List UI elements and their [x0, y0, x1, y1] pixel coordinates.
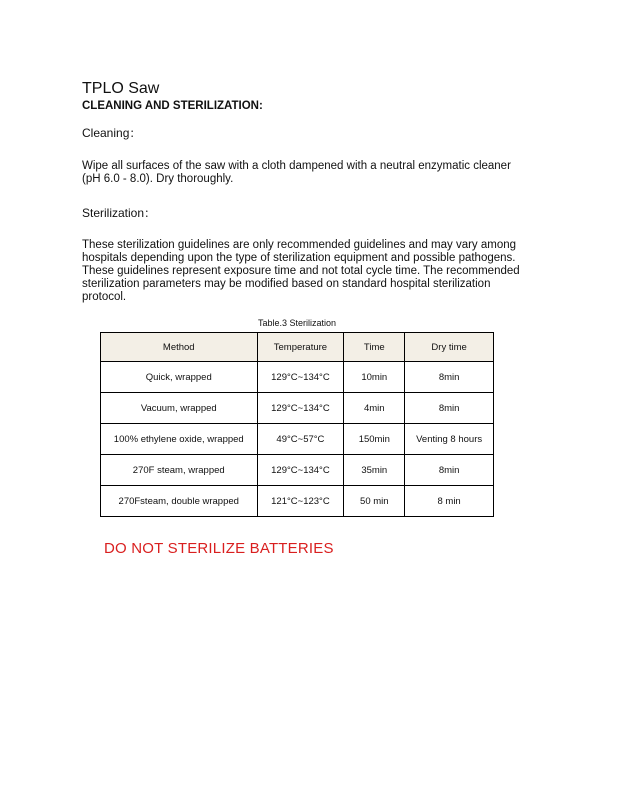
sterilization-table-block [100, 318, 494, 517]
cleaning-label: Cleaning： [82, 126, 142, 140]
header-method: Method [101, 333, 258, 362]
sterilization-label: Sterilization： [82, 206, 157, 220]
sterilization-paragraph: These sterilization guidelines are only recommended guidelines and may vary among hospitals depending upon the type of sterilization equipment and possible pathogens. These guidelines represent exposure time and not total cycle time. The recommended sterilization parameters may be modified based on standard hospital sterilization protocol. [82, 239, 520, 303]
cell-dry-time: Venting 8 hours [405, 424, 494, 455]
table-row [101, 362, 494, 393]
header-temperature: Temperature [257, 333, 344, 362]
battery-warning: DO NOT STERILIZE BATTERIES [104, 540, 334, 557]
header-time: Time [344, 333, 405, 362]
cell-method: 270Fsteam, double wrapped [101, 486, 258, 517]
cell-dry-time: 8 min [405, 486, 494, 517]
cell-method: 100% ethylene oxide, wrapped [101, 424, 258, 455]
cell-time: 4min [344, 393, 405, 424]
cell-dry-time: 8min [405, 393, 494, 424]
table-caption: Table.3 Sterilization [257, 318, 337, 328]
header-dry-time: Dry time [405, 333, 494, 362]
table-header-row [101, 333, 494, 362]
cell-time: 150min [344, 424, 405, 455]
table-row [101, 455, 494, 486]
document-title: TPLO Saw [82, 80, 160, 97]
cell-dry-time: 8min [405, 455, 494, 486]
cell-temperature: 129°C~134°C [257, 455, 344, 486]
cell-temperature: 49°C~57°C [257, 424, 344, 455]
sterilization-table [100, 332, 494, 517]
table-row [101, 393, 494, 424]
table-row [101, 424, 494, 455]
cell-method: Quick, wrapped [101, 362, 258, 393]
cell-time: 50 min [344, 486, 405, 517]
table-row [101, 486, 494, 517]
cell-temperature: 129°C~134°C [257, 362, 344, 393]
cleaning-paragraph: Wipe all surfaces of the saw with a cloth dampened with a neutral enzymatic cleaner (pH 6.0 - 8.0). Dry thoroughly. [82, 160, 511, 185]
section-heading: CLEANING AND STERILIZATION: [82, 100, 263, 112]
cell-method: 270F steam, wrapped [101, 455, 258, 486]
cell-temperature: 129°C~134°C [257, 393, 344, 424]
cell-dry-time: 8min [405, 362, 494, 393]
document-body [82, 80, 532, 304]
cell-temperature: 121°C~123°C [257, 486, 344, 517]
cell-time: 10min [344, 362, 405, 393]
cell-time: 35min [344, 455, 405, 486]
cell-method: Vacuum, wrapped [101, 393, 258, 424]
